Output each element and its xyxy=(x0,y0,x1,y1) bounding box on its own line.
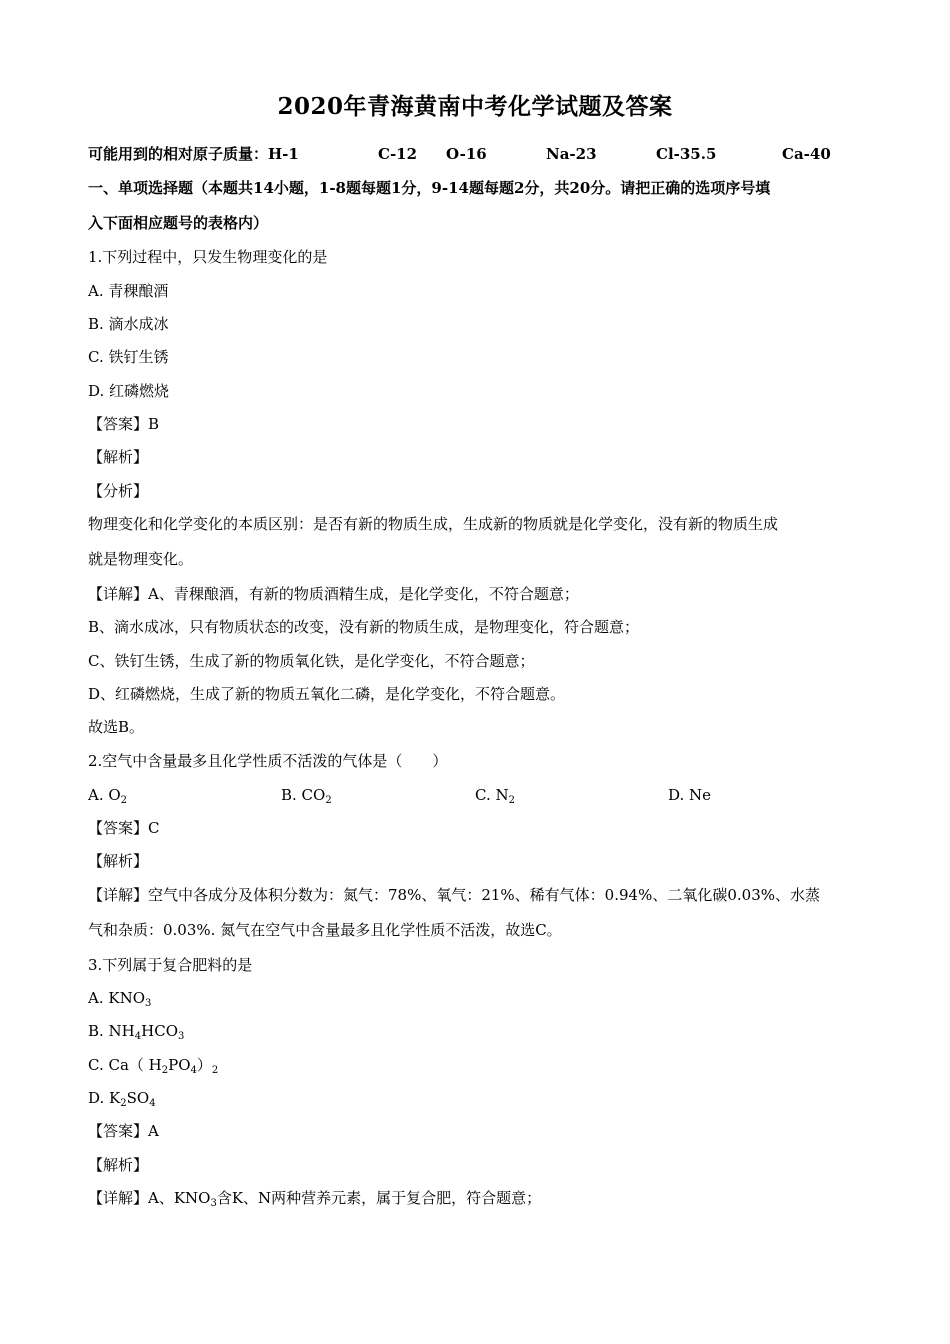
atomic-mass-cl: Cl-35.5 xyxy=(656,145,717,163)
section-heading-line1: 一、单项选择题（本题共14小题，1-8题每题1分，9-14题每题2分，共20分。请把正确的选项序号填 xyxy=(88,179,771,197)
q2-option-b: B. $CO_2$ xyxy=(281,786,332,806)
q3-answer: 【答案】A xyxy=(88,1122,159,1140)
q1-option-b: B. 滴水成冰 xyxy=(88,315,169,333)
q1-fenxi-line2: 就是物理变化。 xyxy=(88,550,194,568)
q3-option-b: B. $NH_4HCO_3$ xyxy=(88,1022,185,1042)
q3-detail-line1: 【详解】A、$KNO_3$含K、N两种营养元素，属于复合肥，符合题意； xyxy=(88,1189,542,1209)
q3-option-a: A. $KNO_3$ xyxy=(88,989,152,1009)
q2-option-d: D. Ne xyxy=(668,786,712,804)
q1-detail-b: B、滴水成冰，只有物质状态的改变，没有新的物质生成，是物理变化，符合题意； xyxy=(88,618,640,636)
q1-fenxi-line1: 物理变化和化学变化的本质区别：是否有新的物质生成，生成新的物质就是化学变化，没有新的物质生成 xyxy=(88,515,779,533)
q3-analysis-label: 【解析】 xyxy=(88,1156,149,1174)
q1-analysis-label: 【解析】 xyxy=(88,448,149,466)
q1-option-a: A. 青稞酿酒 xyxy=(88,282,169,300)
q3-stem: 3.下列属于复合肥料的是 xyxy=(88,956,253,974)
q2-stem: 2.空气中含量最多且化学性质不活泼的气体是（ ） xyxy=(88,752,448,770)
q1-fenxi-label: 【分析】 xyxy=(88,482,149,500)
q2-option-c: C. $N_2$ xyxy=(475,786,515,806)
section-heading-line2: 入下面相应题号的表格内） xyxy=(88,214,269,232)
atomic-mass-o: O-16 xyxy=(446,145,487,163)
q2-answer: 【答案】C xyxy=(88,819,160,837)
atomic-mass-c: C-12 xyxy=(378,145,418,163)
q2-detail-line2: 气和杂质：0.03%. 氮气在空气中含量最多且化学性质不活泼，故选C。 xyxy=(88,921,562,939)
q1-answer: 【答案】B xyxy=(88,415,160,433)
atomic-mass-label: 可能用到的相对原子质量：H-1 xyxy=(88,145,299,163)
q2-detail-line1: 【详解】空气中各成分及体积分数为：氮气：78%、氧气：21%、稀有气体：0.94%、二氧化碳0.03%、水蒸 xyxy=(88,886,820,904)
atomic-mass-ca: Ca-40 xyxy=(782,145,831,163)
q1-option-d: D. 红磷燃烧 xyxy=(88,382,170,400)
q2-analysis-label: 【解析】 xyxy=(88,852,149,870)
page-title: 2020年青海黄南中考化学试题及答案 xyxy=(277,93,673,120)
atomic-mass-line xyxy=(88,144,299,164)
q1-option-c: C. 铁钉生锈 xyxy=(88,348,169,366)
q3-option-d: D. $K_2SO_4$ xyxy=(88,1089,156,1109)
q1-detail-c: C、铁钉生锈，生成了新的物质氧化铁，是化学变化，不符合题意； xyxy=(88,652,535,670)
q2-option-a: A. $O_2$ xyxy=(88,786,128,806)
atomic-mass-na: Na-23 xyxy=(546,145,597,163)
q3-option-c: C. Ca（ $H_2PO_4)_2$ xyxy=(88,1056,219,1076)
q1-stem: 1.下列过程中，只发生物理变化的是 xyxy=(88,248,328,266)
q1-detail-d: D、红磷燃烧，生成了新的物质五氧化二磷，是化学变化，不符合题意。 xyxy=(88,685,566,703)
q1-detail-a: 【详解】A、青稞酿酒，有新的物质酒精生成，是化学变化，不符合题意； xyxy=(88,585,579,603)
q1-conclusion: 故选B。 xyxy=(88,718,145,736)
